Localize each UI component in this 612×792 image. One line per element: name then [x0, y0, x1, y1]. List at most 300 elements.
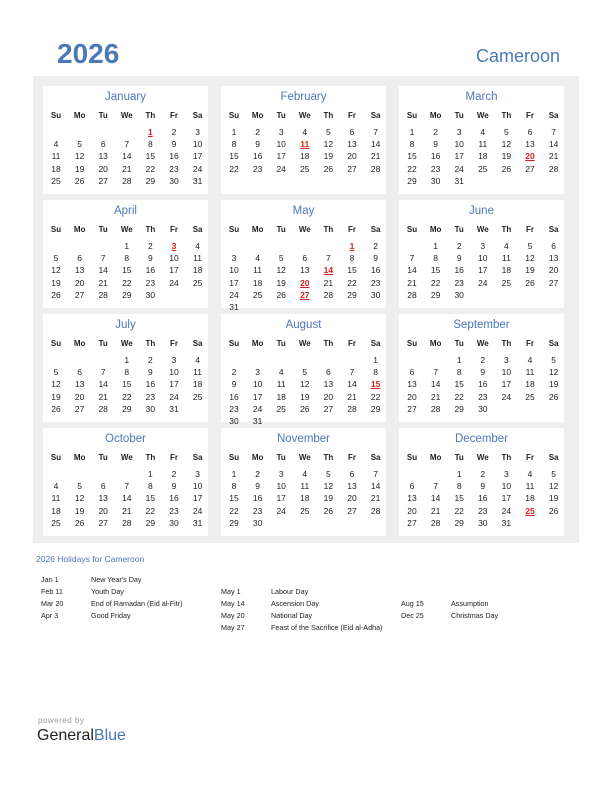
day-cell: 21 — [122, 505, 132, 516]
weekday-header: Fr — [526, 453, 534, 462]
day-cell: 18 — [276, 391, 286, 402]
weekday-header: Su — [228, 225, 240, 234]
day-cell: 4 — [53, 481, 59, 492]
day-cell: 16 — [430, 151, 441, 162]
day-cell: 20 — [347, 493, 357, 504]
day-cell: 7 — [433, 367, 438, 378]
holiday-entry — [401, 611, 498, 620]
holiday-day-cell: 20 — [300, 277, 310, 288]
day-cell: 22 — [430, 277, 441, 288]
weekday-header: Sa — [370, 111, 381, 120]
month-january — [43, 86, 208, 194]
day-cell: 8 — [148, 139, 153, 150]
holiday-entry — [221, 587, 308, 596]
day-cell: 7 — [551, 127, 556, 137]
day-cell: 25 — [51, 175, 61, 186]
day-cell: 7 — [124, 481, 130, 492]
day-cell: 16 — [370, 265, 381, 276]
weekday-header: Mo — [73, 111, 86, 120]
day-cell: 16 — [229, 391, 239, 402]
day-cell: 4 — [278, 367, 284, 378]
day-cell: 4 — [480, 127, 486, 137]
weekday-header: Th — [501, 111, 512, 120]
holiday-day-cell: 3 — [171, 241, 177, 251]
weekday-header: Tu — [98, 225, 108, 234]
weekday-header: Fr — [170, 225, 178, 234]
day-cell: 10 — [501, 367, 512, 378]
day-cell: 24 — [229, 289, 239, 300]
day-cell: 25 — [300, 163, 310, 174]
day-cell: 5 — [326, 127, 331, 137]
day-cell: 24 — [501, 391, 512, 402]
day-cell: 12 — [74, 151, 85, 162]
day-cell: 26 — [548, 391, 559, 402]
weekday-header: Th — [501, 339, 512, 348]
weekday-header: Tu — [98, 111, 108, 120]
month-april — [43, 200, 208, 308]
day-cell: 9 — [148, 253, 153, 264]
day-cell: 27 — [74, 403, 85, 414]
powered-by-text: powered by — [38, 716, 85, 725]
day-cell: 11 — [193, 367, 202, 378]
day-cell: 20 — [74, 391, 85, 402]
day-cell: 24 — [169, 391, 179, 402]
day-cell: 31 — [192, 517, 203, 528]
month-august — [221, 314, 386, 426]
day-cell: 11 — [300, 481, 310, 492]
day-cell: 19 — [74, 505, 85, 516]
day-cell: 26 — [323, 505, 334, 516]
day-cell: 5 — [77, 139, 82, 150]
day-cell: 28 — [122, 175, 132, 186]
day-cell: 13 — [300, 265, 310, 276]
day-cell: 1 — [124, 355, 130, 365]
day-cell: 3 — [504, 355, 509, 365]
day-cell: 18 — [501, 265, 512, 276]
holiday-name: Feast of the Sacrifice (Eid al-Adha) — [271, 623, 383, 632]
day-cell: 10 — [192, 481, 203, 492]
day-cell: 20 — [347, 151, 357, 162]
logo-part-blue: Blue — [93, 727, 126, 744]
weekday-header: Mo — [73, 453, 86, 462]
day-cell: 27 — [74, 289, 85, 300]
month-november — [221, 428, 386, 536]
day-cell: 29 — [407, 175, 417, 186]
weekday-header: Sa — [192, 339, 203, 348]
day-cell: 13 — [347, 139, 357, 150]
weekday-header: Fr — [348, 225, 356, 234]
weekday-header: Su — [50, 453, 62, 462]
day-cell: 9 — [231, 379, 237, 390]
month-october — [43, 428, 208, 536]
holiday-date: Mar 20 — [41, 599, 64, 608]
day-cell: 14 — [370, 481, 381, 492]
day-cell: 19 — [323, 493, 334, 504]
day-cell: 29 — [145, 175, 156, 186]
weekday-header: Tu — [454, 225, 464, 234]
day-cell: 31 — [252, 416, 263, 426]
day-cell: 2 — [373, 241, 378, 251]
weekday-header: Sa — [370, 225, 381, 234]
day-cell: 12 — [51, 379, 61, 390]
holidays-title: 2026 Holidays for Cameroon — [36, 554, 145, 564]
day-cell: 21 — [323, 277, 334, 288]
day-cell: 2 — [255, 469, 260, 479]
day-cell: 5 — [504, 127, 509, 137]
holiday-entry — [41, 587, 124, 596]
day-cell: 26 — [525, 277, 535, 288]
month-may — [221, 200, 386, 312]
day-cell: 2 — [456, 241, 462, 251]
day-cell: 1 — [433, 241, 438, 251]
day-cell: 4 — [53, 139, 59, 150]
day-cell: 6 — [409, 367, 415, 378]
day-cell: 21 — [347, 391, 357, 402]
day-cell: 15 — [122, 379, 132, 390]
day-cell: 13 — [407, 493, 417, 504]
weekday-header: Tu — [276, 453, 286, 462]
day-cell: 13 — [407, 379, 417, 390]
month-name: July — [115, 319, 136, 331]
day-cell: 7 — [373, 469, 378, 479]
holiday-date: Apr 3 — [41, 611, 59, 620]
day-cell: 28 — [370, 505, 381, 516]
weekday-header: Su — [406, 453, 418, 462]
holiday-date: Feb 11 — [41, 587, 63, 596]
month-name: May — [292, 205, 315, 217]
weekday-header: Th — [145, 453, 156, 462]
day-cell: 23 — [478, 505, 488, 516]
day-cell: 5 — [551, 355, 556, 365]
weekday-header: We — [298, 225, 311, 234]
day-cell: 10 — [169, 367, 179, 378]
weekday-header: Th — [323, 225, 334, 234]
day-cell: 8 — [148, 481, 153, 492]
day-cell: 1 — [148, 469, 153, 479]
day-cell: 14 — [98, 379, 108, 390]
day-cell: 20 — [323, 391, 334, 402]
day-cell: 26 — [51, 403, 61, 414]
day-cell: 25 — [252, 289, 263, 300]
day-cell: 1 — [231, 469, 237, 479]
day-cell: 23 — [229, 403, 239, 414]
day-cell: 23 — [252, 163, 263, 174]
day-cell: 24 — [276, 163, 286, 174]
holiday-entry — [41, 599, 182, 608]
day-cell: 16 — [252, 493, 263, 504]
day-cell: 22 — [370, 391, 381, 402]
day-cell: 19 — [323, 151, 334, 162]
day-cell: 8 — [231, 139, 237, 150]
weekday-header: We — [120, 225, 133, 234]
holiday-entry — [221, 599, 319, 608]
day-cell: 21 — [98, 391, 108, 402]
day-cell: 30 — [478, 517, 488, 528]
day-cell: 2 — [255, 127, 260, 137]
day-cell: 28 — [347, 403, 357, 414]
weekday-header: We — [120, 339, 133, 348]
day-cell: 23 — [252, 505, 263, 516]
day-cell: 18 — [51, 505, 61, 516]
weekday-header: Tu — [98, 339, 108, 348]
month-name: December — [454, 433, 509, 445]
day-cell: 22 — [454, 505, 464, 516]
weekday-header: Mo — [429, 339, 442, 348]
holiday-date: May 1 — [221, 587, 241, 596]
day-cell: 22 — [122, 391, 132, 402]
day-cell: 15 — [229, 493, 239, 504]
day-cell: 14 — [122, 493, 132, 504]
day-cell: 29 — [229, 517, 239, 528]
holiday-name: Ascension Day — [271, 599, 319, 608]
month-name: April — [113, 205, 137, 217]
month-september — [399, 314, 564, 422]
day-cell: 13 — [98, 493, 108, 504]
day-cell: 1 — [231, 127, 237, 137]
day-cell: 15 — [145, 151, 156, 162]
weekday-header: Sa — [548, 453, 559, 462]
weekday-header: Fr — [526, 339, 534, 348]
day-cell: 11 — [276, 379, 286, 390]
generalblue-logo — [37, 727, 126, 745]
day-cell: 17 — [169, 265, 179, 276]
day-cell: 30 — [370, 289, 381, 300]
day-cell: 2 — [231, 367, 237, 378]
day-cell: 19 — [276, 277, 286, 288]
year-title: 2026 — [57, 38, 120, 69]
day-cell: 10 — [192, 139, 203, 150]
day-cell: 20 — [548, 265, 559, 276]
holiday-name: Christmas Day — [451, 611, 499, 620]
weekday-header: Th — [501, 225, 512, 234]
day-cell: 12 — [548, 367, 559, 378]
weekday-header: We — [476, 339, 489, 348]
holiday-date: Dec 25 — [401, 611, 424, 620]
holiday-entry — [41, 575, 142, 584]
day-cell: 31 — [454, 175, 464, 186]
day-cell: 31 — [229, 302, 239, 312]
day-cell: 6 — [100, 139, 106, 150]
day-cell: 28 — [122, 517, 132, 528]
weekday-header: Sa — [192, 111, 203, 120]
day-cell: 2 — [171, 469, 177, 479]
day-cell: 17 — [501, 493, 512, 504]
day-cell: 18 — [525, 493, 535, 504]
day-cell: 29 — [454, 517, 464, 528]
day-cell: 8 — [373, 367, 378, 378]
day-cell: 15 — [430, 265, 441, 276]
day-cell: 18 — [478, 151, 488, 162]
day-cell: 15 — [347, 265, 357, 276]
day-cell: 20 — [98, 163, 108, 174]
day-cell: 7 — [373, 127, 378, 137]
day-cell: 7 — [349, 367, 355, 378]
day-cell: 16 — [252, 151, 263, 162]
day-cell: 13 — [347, 481, 357, 492]
day-cell: 3 — [231, 253, 237, 264]
day-cell: 11 — [525, 367, 535, 378]
day-cell: 11 — [501, 253, 511, 264]
day-cell: 5 — [77, 481, 82, 492]
day-cell: 25 — [478, 163, 488, 174]
weekday-header: Tu — [98, 453, 108, 462]
day-cell: 24 — [478, 277, 488, 288]
day-cell: 27 — [98, 175, 108, 186]
day-cell: 21 — [370, 493, 381, 504]
weekday-header: Mo — [429, 225, 442, 234]
day-cell: 29 — [454, 403, 464, 414]
day-cell: 5 — [278, 253, 284, 264]
day-cell: 6 — [409, 481, 415, 492]
weekday-header: Th — [323, 111, 334, 120]
day-cell: 21 — [370, 151, 381, 162]
day-cell: 4 — [302, 469, 308, 479]
day-cell: 13 — [548, 253, 559, 264]
day-cell: 6 — [349, 127, 355, 137]
month-december — [399, 428, 564, 536]
day-cell: 9 — [373, 253, 378, 264]
holiday-name: Good Friday — [91, 611, 131, 620]
weekday-header: Su — [228, 111, 240, 120]
day-cell: 10 — [454, 139, 464, 150]
day-cell: 8 — [231, 481, 237, 492]
day-cell: 7 — [124, 139, 130, 150]
day-cell: 19 — [548, 493, 559, 504]
day-cell: 9 — [456, 253, 462, 264]
day-cell: 5 — [302, 367, 308, 378]
day-cell: 6 — [100, 481, 106, 492]
day-cell: 9 — [171, 481, 177, 492]
weekday-header: Tu — [454, 453, 464, 462]
day-cell: 28 — [98, 403, 108, 414]
day-cell: 7 — [433, 481, 438, 492]
day-cell: 31 — [192, 175, 203, 186]
day-cell: 4 — [527, 469, 533, 479]
weekday-header: We — [120, 453, 133, 462]
day-cell: 22 — [145, 163, 156, 174]
day-cell: 29 — [347, 289, 357, 300]
weekday-header: Fr — [170, 111, 178, 120]
day-cell: 5 — [326, 469, 331, 479]
day-cell: 22 — [407, 163, 417, 174]
holiday-day-cell: 1 — [148, 127, 153, 137]
day-cell: 23 — [370, 277, 381, 288]
day-cell: 23 — [145, 277, 156, 288]
day-cell: 12 — [323, 139, 334, 150]
day-cell: 15 — [454, 379, 464, 390]
weekday-header: Fr — [526, 225, 534, 234]
day-cell: 9 — [480, 367, 486, 378]
day-cell: 2 — [480, 355, 486, 365]
day-cell: 12 — [276, 265, 286, 276]
day-cell: 22 — [122, 277, 132, 288]
day-cell: 23 — [430, 163, 441, 174]
day-cell: 15 — [407, 151, 417, 162]
day-cell: 2 — [433, 127, 438, 137]
day-cell: 18 — [300, 493, 310, 504]
weekday-header: Tu — [276, 225, 286, 234]
day-cell: 26 — [51, 289, 61, 300]
day-cell: 18 — [300, 151, 310, 162]
day-cell: 3 — [195, 127, 200, 137]
day-cell: 4 — [302, 127, 308, 137]
holiday-day-cell: 14 — [323, 265, 334, 276]
day-cell: 6 — [302, 253, 308, 264]
day-cell: 24 — [276, 505, 286, 516]
weekday-header: Su — [50, 111, 62, 120]
weekday-header: We — [120, 111, 133, 120]
day-cell: 4 — [195, 355, 200, 365]
holiday-day-cell: 1 — [349, 241, 355, 251]
day-cell: 30 — [229, 416, 239, 426]
weekday-header: Tu — [454, 111, 464, 120]
weekday-header: Sa — [192, 453, 203, 462]
day-cell: 10 — [276, 139, 286, 150]
day-cell: 5 — [53, 367, 59, 378]
day-cell: 24 — [454, 163, 464, 174]
day-cell: 16 — [478, 493, 488, 504]
day-cell: 1 — [373, 355, 378, 365]
day-cell: 31 — [169, 403, 179, 414]
day-cell: 1 — [456, 355, 462, 365]
day-cell: 6 — [77, 367, 82, 378]
day-cell: 30 — [145, 403, 156, 414]
day-cell: 26 — [323, 163, 334, 174]
holiday-name: Youth Day — [91, 587, 124, 596]
month-june — [399, 200, 564, 308]
day-cell: 25 — [51, 517, 61, 528]
month-july — [43, 314, 208, 422]
day-cell: 25 — [300, 505, 310, 516]
day-cell: 26 — [501, 163, 512, 174]
day-cell: 21 — [407, 277, 417, 288]
day-cell: 19 — [548, 379, 559, 390]
day-cell: 24 — [501, 505, 512, 516]
day-cell: 25 — [525, 391, 535, 402]
day-cell: 20 — [74, 277, 85, 288]
day-cell: 3 — [195, 469, 200, 479]
day-cell: 17 — [478, 265, 488, 276]
day-cell: 8 — [433, 253, 438, 264]
holiday-day-cell: 20 — [525, 151, 535, 162]
day-cell: 25 — [192, 277, 203, 288]
weekday-header: Mo — [251, 111, 264, 120]
day-cell: 11 — [478, 139, 488, 150]
day-cell: 5 — [53, 253, 59, 264]
month-name: January — [105, 91, 146, 103]
day-cell: 11 — [51, 493, 61, 504]
day-cell: 23 — [169, 505, 179, 516]
weekday-header: Th — [145, 225, 156, 234]
day-cell: 26 — [74, 175, 85, 186]
day-cell: 24 — [252, 403, 263, 414]
day-cell: 16 — [454, 265, 464, 276]
day-cell: 12 — [548, 481, 559, 492]
day-cell: 19 — [51, 391, 61, 402]
month-name: June — [469, 205, 494, 217]
day-cell: 15 — [454, 493, 464, 504]
day-cell: 10 — [169, 253, 179, 264]
month-name: September — [453, 319, 510, 331]
weekday-header: We — [476, 111, 489, 120]
holiday-name: New Year's Day — [91, 575, 142, 584]
day-cell: 24 — [192, 505, 203, 516]
day-cell: 25 — [192, 391, 203, 402]
weekday-header: Mo — [251, 225, 264, 234]
holiday-entry — [41, 611, 131, 620]
day-cell: 23 — [454, 277, 464, 288]
weekday-header: Fr — [526, 111, 534, 120]
